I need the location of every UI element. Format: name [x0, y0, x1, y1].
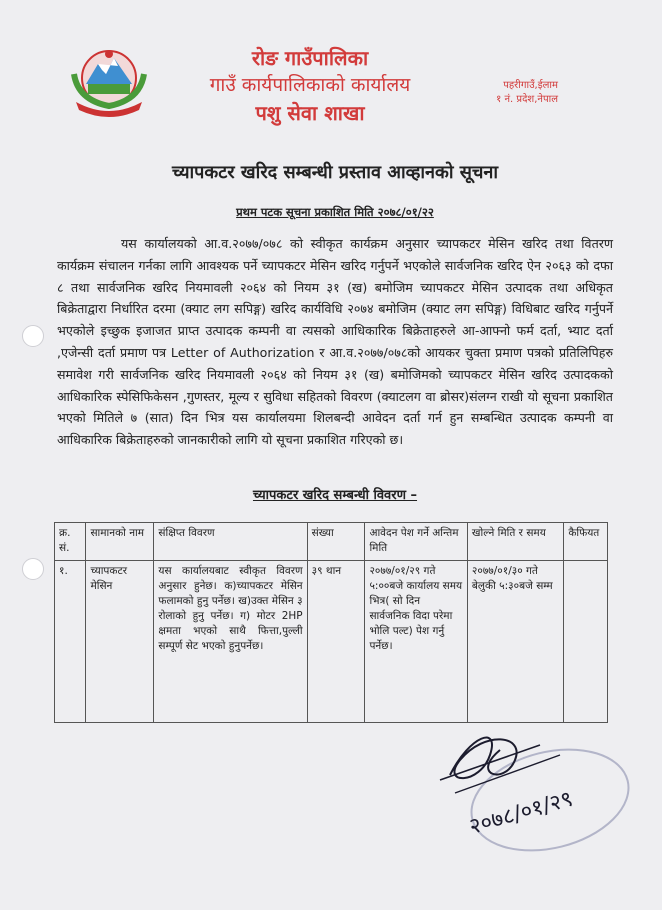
col-quantity: संख्या	[307, 523, 365, 561]
cell-item: च्यापकटर मेसिन	[86, 561, 154, 723]
government-emblem-icon	[64, 44, 154, 118]
col-opening: खोल्ने मिति र समय	[467, 523, 563, 561]
municipality-name: रोङ गाउँपालिका	[251, 46, 369, 70]
col-description: संक्षिप्त विवरण	[154, 523, 307, 561]
cell-deadline: २०७७/०१/२९ गते ५:००बजे कार्यालय समय भित्र( सो दिन सार्वजनिक विदा परेमा भोलि पल्ट) पेश गर्नु पर्नेछ।	[365, 561, 467, 723]
punch-hole-top	[22, 325, 44, 347]
col-remarks: कैफियत	[564, 523, 608, 561]
cell-remarks	[564, 561, 608, 723]
table-header-row	[55, 523, 608, 561]
first-published-line	[70, 205, 600, 220]
signature-date: २०७८/०१/२९	[466, 786, 576, 840]
notice-paragraph: यस कार्यालयको आ.व.२०७७/०७८ को स्वीकृत कार्यक्रम अनुसार च्यापकटर मेसिन खरिद तथा वितरण कार्यक्रम संचालन गर्नका लागि आवश्यक पर्ने च्यापकटर मेसिन खरिद गर्नुपर्ने भएकोले सार्वजनिक खरिद ऐन २०६३ को दफा ८ तथा सार्वजनिक खरिद नियमावली २०६४ को नियम ३१ (ख) बमोजिम च्यापकटर मेसिन उत्पादक तथा अधिकृत बिक्रेताद्वारा निर्धारित दरमा (क्याट लग सपिङ्ग) खरिद कार्यविधि २०७४ बमोजिम (क्याट लग सपिङ्ग) विधिबाट खरिद गर्नुपर्ने भएकोले इच्छुक इजाजत प्राप्त उत्पादक कम्पनी वा त्यसको आधिकारिक बिक्रेताहरुले आ-आफ्नो फर्म दर्ता, भ्याट दर्ता ,एजेन्सी दर्ता प्रमाण पत्र Letter of Authorization र आ.व.२०७७/०७८को आयकर चुक्ता प्रमाण पत्रको प्रतिलिपिहरु समावेश गरी सार्वजनिक खरिद नियमावली २०६४ को नियम ३१ (ख) बमोजिमको च्यापकटर मेसिन खरिद उत्पादकको आधिकारिक स्पेसिफिकेसन ,गुणस्तर, मूल्य र सुविधा सहितको विवरण (क्याटलग वा ब्रोसर)संलग्न राखी यो सूचना प्रकाशित भएको मितिले ७ (सात) दिन भित्र यस कार्यालयमा शिलबन्दी आवेदन दर्ता गर्न हुन सम्बन्धित उत्पादक कम्पनी वा आधिकारिक बिक्रेताहरुको जानकारीको लागि यो सूचना प्रकाशित गरिएको छ।	[57, 236, 613, 448]
address-line-2: १ नं. प्रदेश,नेपाल	[496, 94, 558, 105]
office-name: गाउँ कार्यपालिकाको कार्यालय	[209, 74, 411, 96]
notice-title: च्यापकटर खरिद सम्बन्धी प्रस्ताव आव्हानको सूचना	[171, 162, 499, 183]
signature-stamp	[430, 705, 630, 865]
col-item: सामानको नाम	[86, 523, 154, 561]
notice-body	[57, 233, 613, 451]
details-heading	[70, 485, 600, 503]
section-name: पशु सेवा शाखा	[255, 101, 365, 125]
details-heading-text: च्यापकटर खरिद सम्बन्धी विवरण –	[252, 488, 418, 503]
cell-opening: २०७७/०१/३० गते बेलुकी ५:३०बजे सम्म	[467, 561, 563, 723]
col-serial: क्र. सं.	[55, 523, 86, 561]
punch-hole-bottom	[22, 558, 44, 580]
table-row	[55, 561, 608, 723]
cell-serial: १.	[55, 561, 86, 723]
procurement-table	[54, 522, 608, 723]
first-published-text: प्रथम पटक सूचना प्रकाशित मिति २०७८/०१/२२	[236, 205, 434, 219]
cell-description: यस कार्यालयबाट स्वीकृत विवरण अनुसार हुनेछ। क)च्यापकटर मेसिन फलामको हुनु पर्नेछ। ख)उक्त मेसिन ३ रोलाको हुनु पर्नेछ। ग) मोटर 2HP क्षमता भएको साथै फित्ता,पुल्ली सम्पूर्ण सेट भएको हुनुपर्नेछ।	[154, 561, 307, 723]
address-line-1: पहरीगाउँ,ईलाम	[503, 80, 558, 91]
cell-quantity: ३९ थान	[307, 561, 365, 723]
office-address	[496, 79, 558, 107]
col-deadline: आवेदन पेश गर्ने अन्तिम मिति	[365, 523, 467, 561]
